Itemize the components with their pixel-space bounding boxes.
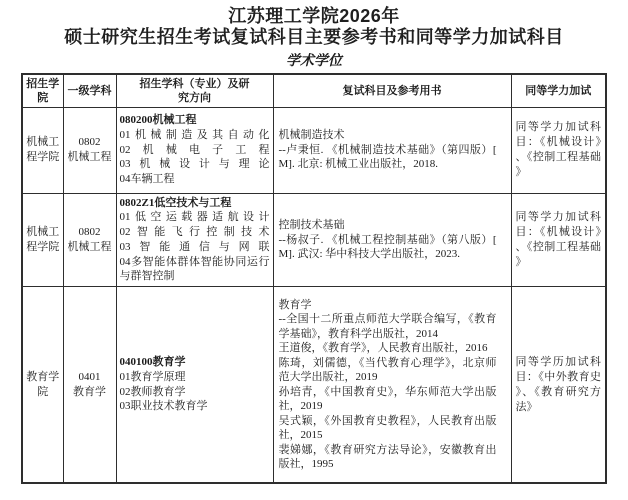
- research-directions: 01低空运载器适航设计 02智能飞行控制技术 03智能通信与网联 04多智能体群体智能协同运行与群智控制: [119, 211, 270, 283]
- retest-subject: 机械制造技术: [278, 129, 345, 142]
- major-directions-cell: [116, 287, 273, 483]
- reference-books: --杨叔子. 《机械工程控制基础》（第八版）[M]. 武汉: 华中科技大学出版社，2023.: [278, 233, 497, 261]
- retest-references-cell: [273, 287, 511, 483]
- major-code: 0802Z1低空技术与工程: [119, 196, 232, 209]
- retest-subject: 控制技术基础: [278, 219, 345, 232]
- discipline-cell: 0401 教育学: [63, 287, 116, 483]
- major-directions-cell: [116, 107, 273, 193]
- discipline-cell: 0802 机械工程: [63, 107, 116, 193]
- college-cell: 机械工程学院: [22, 107, 63, 193]
- doc-title-line-1: 江苏理工学院2026年: [228, 6, 400, 26]
- major-directions-cell: [116, 193, 273, 287]
- table-header-row: [22, 74, 606, 107]
- header-retest-subjects-references: 复试科目及参考用书: [273, 74, 511, 107]
- header-major-and-directions: 招生学科（专业）及研究方向: [116, 74, 273, 107]
- header-equivalency-test: 同等学力加试: [511, 74, 606, 107]
- retest-subject: 教育学: [278, 298, 312, 311]
- header-college: 招生学院: [22, 74, 63, 107]
- header-first-level-discipline: 一级学科: [63, 74, 116, 107]
- college-cell: 机械工程学院: [22, 193, 63, 287]
- table-row: [22, 193, 606, 287]
- retest-references-cell: [273, 107, 511, 193]
- table-row: [22, 107, 606, 193]
- major-code: 080200机械工程: [119, 114, 197, 126]
- college-cell: 教育学院: [22, 287, 63, 483]
- research-directions: 01教育学原理 02教师教育学 03职业技术教育学: [119, 370, 208, 413]
- table-row: [22, 287, 606, 483]
- reference-books: --全国十二所重点师范大学联合编写，《教育学基础》，教育科学出版社，2014 王道俊，《教育学》，人民教育出版社，2016 陈琦，刘儒德，《当代教育心理学》，北京师范大学出版社，2019 孙培青，《中国教育史》，华东师范大学出版社，2019 吴式颖，《外国教育史教程》，人民教育出版社，2015 裴娣娜，《教育研究方法导论》，安徽教育出版社，1995: [278, 313, 497, 471]
- major-code: 040100教育学: [119, 355, 186, 368]
- discipline-cell: 0802 机械工程: [63, 193, 116, 287]
- reference-books: --卢秉恒. 《机械制造技术基础》（第四版）[M]. 北京: 机械工业出版社，2018.: [278, 143, 497, 171]
- doc-title-line-2: 硕士研究生招生考试复试科目主要参考书和同等学力加试科目: [64, 27, 564, 47]
- degree-section-label: 学术学位: [286, 54, 342, 69]
- retest-subjects-table: [21, 73, 607, 484]
- equivalency-cell: 同等学力加试科目：《机械设计》、《控制工程基础》: [511, 193, 606, 287]
- equivalency-cell: 同等学力加试科目：《机械设计》、《控制工程基础》: [511, 107, 606, 193]
- research-directions: 01机械制造及其自动化 02机械电子工程 03机械设计与理论 04车辆工程: [119, 128, 270, 186]
- retest-references-cell: [273, 193, 511, 287]
- equivalency-cell: 同等学历加试科目：《中外教育史》、《教育研究方法》: [511, 287, 606, 483]
